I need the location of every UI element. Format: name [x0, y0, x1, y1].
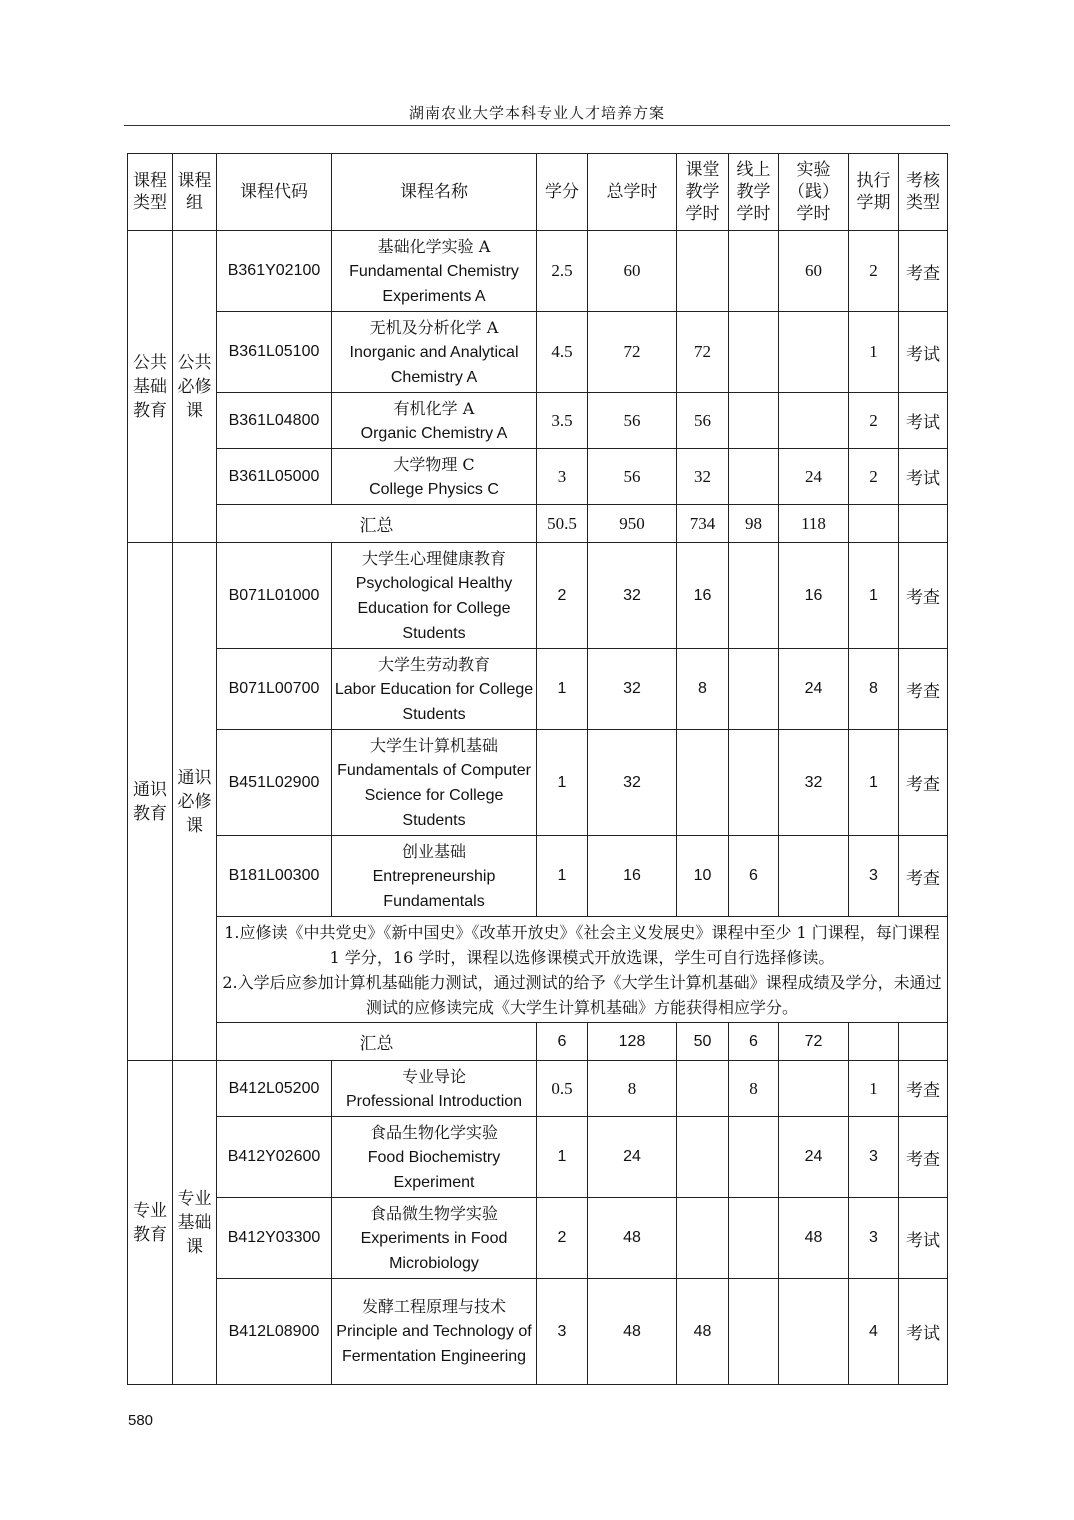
- summary-exam-type: [899, 1023, 948, 1061]
- course-name-en: Fundamental Chemistry Experiments A: [349, 262, 519, 305]
- course-name-en: College Physics C: [369, 480, 499, 498]
- online-hours: [729, 543, 779, 649]
- section-group: 通识必修课: [173, 543, 217, 1061]
- col-header-lab-hours: 实验（践）学时: [779, 154, 849, 231]
- table-row: [128, 543, 948, 649]
- table-row: [128, 449, 948, 505]
- lab-hours: [779, 836, 849, 917]
- total-hours: 32: [588, 543, 677, 649]
- course-name: [332, 649, 537, 730]
- col-header-type: 课程类型: [128, 154, 173, 231]
- lab-hours: 24: [779, 449, 849, 505]
- table-row: [128, 730, 948, 836]
- online-hours: [729, 312, 779, 393]
- table-header-row: [128, 154, 948, 231]
- section-group: 专业基础课: [173, 1061, 217, 1385]
- col-header-name: 课程名称: [332, 154, 537, 231]
- semester: 8: [849, 649, 899, 730]
- table-row: [128, 1198, 948, 1279]
- course-name-cn: 大学生计算机基础: [369, 735, 498, 755]
- credit: 1: [537, 730, 588, 836]
- lab-hours: 60: [779, 231, 849, 312]
- course-code: B412L08900: [217, 1279, 332, 1385]
- course-name-en: Fundamentals of Computer Science for College Students: [337, 761, 531, 829]
- course-name-cn: 专业导论: [401, 1066, 466, 1086]
- class-hours: [677, 231, 729, 312]
- col-header-class-hours: 课堂教学学时: [677, 154, 729, 231]
- course-name: [332, 1117, 537, 1198]
- table-row: [128, 649, 948, 730]
- summary-lab-hours: 118: [779, 505, 849, 543]
- course-name-cn: 食品微生物学实验: [369, 1203, 498, 1223]
- online-hours: 8: [729, 1061, 779, 1117]
- notes-cell: [217, 917, 948, 1023]
- online-hours: [729, 449, 779, 505]
- course-name-cn: 食品生物化学实验: [369, 1122, 498, 1142]
- lab-hours: [779, 1279, 849, 1385]
- summary-row: [128, 1023, 948, 1061]
- summary-total-hours: 950: [588, 505, 677, 543]
- course-name: [332, 1198, 537, 1279]
- exam-type: 考查: [899, 730, 948, 836]
- total-hours: 48: [588, 1198, 677, 1279]
- credit: 3.5: [537, 393, 588, 449]
- total-hours: 56: [588, 449, 677, 505]
- credit: 3: [537, 449, 588, 505]
- course-name: [332, 312, 537, 393]
- course-code: B181L00300: [217, 836, 332, 917]
- total-hours: 56: [588, 393, 677, 449]
- course-name: [332, 1061, 537, 1117]
- exam-type: 考试: [899, 1279, 948, 1385]
- table-row: [128, 1117, 948, 1198]
- online-hours: [729, 730, 779, 836]
- exam-type: 考查: [899, 543, 948, 649]
- col-header-code: 课程代码: [217, 154, 332, 231]
- credit: 2: [537, 1198, 588, 1279]
- course-code: B071L00700: [217, 649, 332, 730]
- table-row: [128, 1279, 948, 1385]
- exam-type: 考试: [899, 449, 948, 505]
- course-name-cn: 基础化学实验 A: [377, 236, 491, 256]
- online-hours: [729, 1198, 779, 1279]
- course-name-en: Organic Chemistry A: [360, 424, 508, 442]
- summary-total-hours: 128: [588, 1023, 677, 1061]
- class-hours: 32: [677, 449, 729, 505]
- summary-lab-hours: 72: [779, 1023, 849, 1061]
- course-code: B361L05100: [217, 312, 332, 393]
- section-group: 公共必修课: [173, 231, 217, 543]
- summary-label: 汇总: [217, 505, 537, 543]
- summary-row: [128, 505, 948, 543]
- course-code: B412Y03300: [217, 1198, 332, 1279]
- table-row: [128, 1061, 948, 1117]
- semester: 3: [849, 1198, 899, 1279]
- online-hours: [729, 393, 779, 449]
- semester: 1: [849, 543, 899, 649]
- exam-type: 考查: [899, 1117, 948, 1198]
- course-name-en: Principle and Technology of Fermentation Engineering: [336, 1323, 532, 1365]
- course-name-en: Inorganic and Analytical Chemistry A: [349, 343, 519, 386]
- course-name: [332, 449, 537, 505]
- page-header-title: 湖南农业大学本科专业人才培养方案: [408, 104, 665, 122]
- course-code: B361L05000: [217, 449, 332, 505]
- class-hours: [677, 1061, 729, 1117]
- semester: 3: [849, 1117, 899, 1198]
- credit: 4.5: [537, 312, 588, 393]
- course-name-cn: 大学生心理健康教育: [361, 548, 506, 568]
- course-code: B412L05200: [217, 1061, 332, 1117]
- credit: 1: [537, 1117, 588, 1198]
- class-hours: 72: [677, 312, 729, 393]
- semester: 2: [849, 393, 899, 449]
- exam-type: 考试: [899, 312, 948, 393]
- col-header-group: 课程组: [173, 154, 217, 231]
- total-hours: 32: [588, 649, 677, 730]
- class-hours: 16: [677, 543, 729, 649]
- summary-semester: [849, 1023, 899, 1061]
- col-header-credit: 学分: [537, 154, 588, 231]
- total-hours: 8: [588, 1061, 677, 1117]
- semester: 1: [849, 1061, 899, 1117]
- course-name: [332, 393, 537, 449]
- credit: 1: [537, 649, 588, 730]
- course-name: [332, 231, 537, 312]
- note-item: 2.入学后应参加计算机基础能力测试，通过测试的给予《大学生计算机基础》课程成绩及学分，未通过测试的应修读完成《大学生计算机基础》方能获得相应学分。: [222, 972, 942, 1017]
- curriculum-table: [127, 153, 948, 1385]
- credit: 2.5: [537, 231, 588, 312]
- class-hours: 10: [677, 836, 729, 917]
- course-name-en: Professional Introduction: [345, 1092, 523, 1110]
- course-code: B451L02900: [217, 730, 332, 836]
- online-hours: [729, 649, 779, 730]
- course-name-cn: 发酵工程原理与技术: [361, 1297, 506, 1316]
- exam-type: 考试: [899, 1198, 948, 1279]
- exam-type: 考查: [899, 836, 948, 917]
- col-header-total-hours: 总学时: [588, 154, 677, 231]
- course-name-en: Food Biochemistry Experiment: [367, 1148, 501, 1191]
- table-row: [128, 312, 948, 393]
- note-item: 1.应修读《中共党史》《新中国史》《改革开放史》《社会主义发展史》课程中至少 1 门课程，每门课程 1 学分，16 学时，课程以选修课模式开放选课，学生可自行选择修读。: [224, 922, 940, 967]
- summary-class-hours: 50: [677, 1023, 729, 1061]
- class-hours: 48: [677, 1279, 729, 1385]
- online-hours: 6: [729, 836, 779, 917]
- summary-exam-type: [899, 505, 948, 543]
- exam-type: 考查: [899, 231, 948, 312]
- credit: 1: [537, 836, 588, 917]
- summary-credit: 50.5: [537, 505, 588, 543]
- total-hours: 32: [588, 730, 677, 836]
- total-hours: 72: [588, 312, 677, 393]
- exam-type: 考查: [899, 1061, 948, 1117]
- course-code: B412Y02600: [217, 1117, 332, 1198]
- credit: 0.5: [537, 1061, 588, 1117]
- course-code: B071L01000: [217, 543, 332, 649]
- lab-hours: 24: [779, 649, 849, 730]
- semester: 1: [849, 312, 899, 393]
- summary-class-hours: 734: [677, 505, 729, 543]
- semester: 4: [849, 1279, 899, 1385]
- summary-online-hours: 6: [729, 1023, 779, 1061]
- course-code: B361L04800: [217, 393, 332, 449]
- class-hours: [677, 1198, 729, 1279]
- lab-hours: [779, 1061, 849, 1117]
- semester: 2: [849, 231, 899, 312]
- page-number: 580: [128, 1412, 154, 1429]
- total-hours: 16: [588, 836, 677, 917]
- course-name-cn: 大学物理 C: [393, 454, 475, 474]
- lab-hours: 48: [779, 1198, 849, 1279]
- credit: 3: [537, 1279, 588, 1385]
- online-hours: [729, 231, 779, 312]
- course-name-en: Psychological Healthy Education for College Students: [355, 574, 513, 642]
- lab-hours: 24: [779, 1117, 849, 1198]
- course-name: [332, 836, 537, 917]
- course-name: [332, 730, 537, 836]
- exam-type: 考查: [899, 649, 948, 730]
- course-name-en: Labor Education for College Students: [334, 680, 534, 723]
- course-name-cn: 无机及分析化学 A: [369, 317, 499, 337]
- class-hours: [677, 1117, 729, 1198]
- semester: 2: [849, 449, 899, 505]
- online-hours: [729, 1279, 779, 1385]
- col-header-semester: 执行学期: [849, 154, 899, 231]
- course-name-cn: 大学生劳动教育: [377, 654, 490, 674]
- class-hours: [677, 730, 729, 836]
- course-name-en: Entrepreneurship Fundamentals: [372, 867, 496, 910]
- semester: 1: [849, 730, 899, 836]
- summary-semester: [849, 505, 899, 543]
- lab-hours: [779, 393, 849, 449]
- course-name: [332, 543, 537, 649]
- section-type: 通识教育: [128, 543, 173, 1061]
- course-name: [332, 1279, 537, 1385]
- section-type: 公共基础教育: [128, 231, 173, 543]
- credit: 2: [537, 543, 588, 649]
- course-name-cn: 有机化学 A: [393, 398, 475, 418]
- notes-row: [128, 917, 948, 1023]
- class-hours: 8: [677, 649, 729, 730]
- course-code: B361Y02100: [217, 231, 332, 312]
- section-type: 专业教育: [128, 1061, 173, 1385]
- lab-hours: [779, 312, 849, 393]
- table-row: [128, 836, 948, 917]
- total-hours: 48: [588, 1279, 677, 1385]
- exam-type: 考试: [899, 393, 948, 449]
- lab-hours: 16: [779, 543, 849, 649]
- table-row: [128, 393, 948, 449]
- course-name-en: Experiments in Food Microbiology: [360, 1229, 508, 1272]
- course-name-cn: 创业基础: [401, 841, 466, 861]
- col-header-exam-type: 考核类型: [899, 154, 948, 231]
- col-header-online-hours: 线上教学学时: [729, 154, 779, 231]
- online-hours: [729, 1117, 779, 1198]
- table-row: [128, 231, 948, 312]
- class-hours: 56: [677, 393, 729, 449]
- total-hours: 60: [588, 231, 677, 312]
- summary-label: 汇总: [217, 1023, 537, 1061]
- total-hours: 24: [588, 1117, 677, 1198]
- summary-online-hours: 98: [729, 505, 779, 543]
- header-divider: [124, 125, 950, 126]
- summary-credit: 6: [537, 1023, 588, 1061]
- lab-hours: 32: [779, 730, 849, 836]
- semester: 3: [849, 836, 899, 917]
